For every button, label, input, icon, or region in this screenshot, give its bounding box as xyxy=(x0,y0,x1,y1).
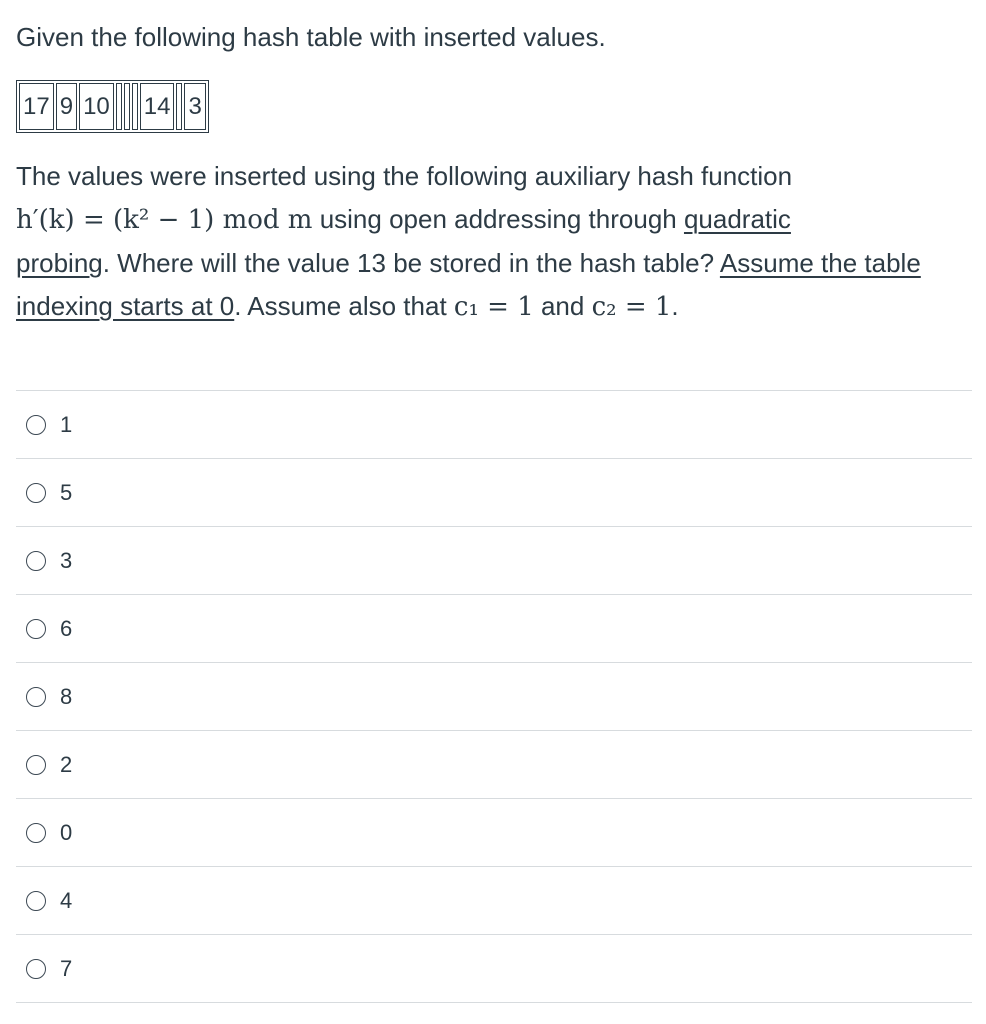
answer-label: 0 xyxy=(60,819,73,845)
hash-function-formula: h′(k) = (k² − 1) mod m xyxy=(16,205,313,235)
answer-option[interactable] xyxy=(16,459,972,527)
c2-formula: c₂ = 1 xyxy=(591,292,672,322)
answer-option[interactable] xyxy=(16,663,972,731)
answer-label: 7 xyxy=(60,955,73,981)
question-text: . xyxy=(671,291,679,321)
answer-option[interactable] xyxy=(16,731,972,799)
question-text: and xyxy=(533,291,592,321)
radio-button[interactable] xyxy=(26,415,46,435)
answer-label: 1 xyxy=(60,411,73,437)
hash-cell: 3 xyxy=(184,83,205,130)
answer-label: 5 xyxy=(60,479,73,505)
underlined-quadratic: quadratic xyxy=(683,204,791,234)
hash-cell: 17 xyxy=(19,83,54,130)
answer-option[interactable] xyxy=(16,935,972,1003)
hash-cell: 9 xyxy=(56,83,77,130)
radio-button[interactable] xyxy=(26,687,46,707)
answer-label: 2 xyxy=(60,751,73,777)
question-text: . Assume also that xyxy=(234,291,454,321)
answer-option[interactable] xyxy=(16,867,972,935)
answer-label: 6 xyxy=(60,615,73,641)
hash-cell: 14 xyxy=(140,83,175,130)
question-text: using open addressing through xyxy=(312,204,684,234)
radio-button[interactable] xyxy=(26,959,46,979)
answer-option[interactable] xyxy=(16,527,972,595)
c1-formula: c₁ = 1 xyxy=(453,292,534,322)
radio-button[interactable] xyxy=(26,619,46,639)
answer-option[interactable] xyxy=(16,595,972,663)
question-body xyxy=(16,155,956,329)
radio-button[interactable] xyxy=(26,823,46,843)
radio-button[interactable] xyxy=(26,891,46,911)
answer-list xyxy=(16,390,972,1003)
radio-button[interactable] xyxy=(26,755,46,775)
answer-option[interactable] xyxy=(16,799,972,867)
answer-label: 3 xyxy=(60,547,73,573)
underlined-probing: probing xyxy=(16,248,103,278)
hash-cell xyxy=(132,83,138,130)
radio-button[interactable] xyxy=(26,551,46,571)
hash-cell: 10 xyxy=(79,83,114,130)
answer-label: 8 xyxy=(60,683,73,709)
underlined-assumption: Assume the table indexing starts at 0 xyxy=(16,248,921,321)
question-intro: Given the following hash table with inserted values. xyxy=(16,22,606,52)
question-text: The values were inserted using the following auxiliary hash function xyxy=(16,161,793,191)
question-text: . Where will the value 13 be stored in the hash table? xyxy=(102,248,720,278)
hash-cell xyxy=(116,83,122,130)
answer-label: 4 xyxy=(60,887,73,913)
hash-cell xyxy=(124,83,130,130)
hash-table xyxy=(16,80,209,133)
hash-cell xyxy=(176,83,182,130)
radio-button[interactable] xyxy=(26,483,46,503)
answer-option[interactable] xyxy=(16,391,972,459)
